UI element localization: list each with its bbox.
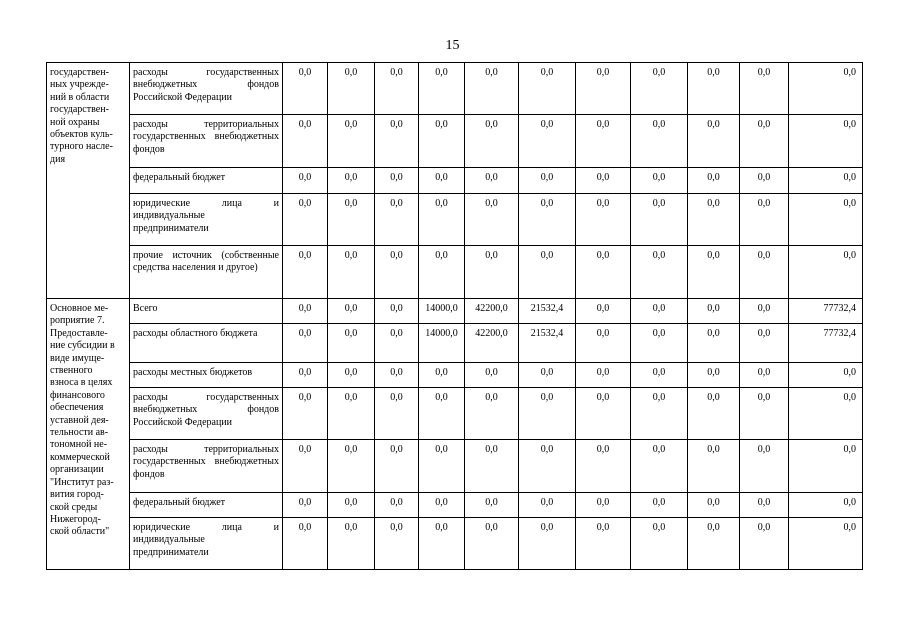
value-cell: 0,0 [789,168,863,194]
value-cell: 0,0 [465,168,519,194]
value-cell: 0,0 [789,363,863,388]
value-cell: 0,0 [328,194,375,246]
value-cell: 0,0 [631,168,688,194]
value-cell: 0,0 [789,388,863,440]
funding-source: расходы государственных внебюджетных фондов Российской Федерации [130,63,283,115]
value-cell: 0,0 [576,518,631,570]
table-row [47,63,863,115]
value-cell: 0,0 [519,63,576,115]
value-cell: 0,0 [789,518,863,570]
value-cell: 0,0 [519,363,576,388]
value-cell: 0,0 [740,440,789,493]
value-cell: 0,0 [789,194,863,246]
value-cell: 0,0 [328,63,375,115]
value-cell: 0,0 [328,246,375,299]
value-cell: 0,0 [740,115,789,168]
funding-source: федеральный бюджет [130,168,283,194]
value-cell: 0,0 [283,440,328,493]
table-row [47,493,863,518]
table-row [47,440,863,493]
table-row [47,324,863,363]
value-cell: 0,0 [375,440,419,493]
value-cell: 0,0 [283,115,328,168]
page-number: 15 [445,38,460,53]
value-cell: 0,0 [519,115,576,168]
value-cell: 0,0 [631,194,688,246]
value-cell: 0,0 [740,493,789,518]
value-cell: 0,0 [465,115,519,168]
value-cell: 0,0 [283,246,328,299]
value-cell: 0,0 [419,493,465,518]
funding-source: расходы территориальных государственных внебюджетных фондов [130,115,283,168]
value-cell: 0,0 [631,440,688,493]
value-cell: 0,0 [688,299,740,324]
funding-source: Всего [130,299,283,324]
value-cell: 42200,0 [465,324,519,363]
value-cell: 0,0 [465,63,519,115]
value-cell: 0,0 [283,493,328,518]
value-cell: 0,0 [631,518,688,570]
table-row [47,388,863,440]
value-cell: 0,0 [688,388,740,440]
value-cell: 0,0 [375,246,419,299]
value-cell: 0,0 [688,440,740,493]
value-cell: 0,0 [576,324,631,363]
value-cell: 0,0 [328,168,375,194]
value-cell: 0,0 [576,194,631,246]
value-cell: 0,0 [328,115,375,168]
value-cell: 0,0 [631,246,688,299]
value-cell: 0,0 [419,246,465,299]
value-cell: 0,0 [740,518,789,570]
value-cell: 0,0 [465,440,519,493]
value-cell: 0,0 [375,299,419,324]
value-cell: 0,0 [419,518,465,570]
value-cell: 0,0 [631,493,688,518]
value-cell: 0,0 [375,493,419,518]
value-cell: 0,0 [519,440,576,493]
table-row [47,246,863,299]
value-cell: 0,0 [789,246,863,299]
value-cell: 0,0 [789,440,863,493]
value-cell: 0,0 [465,493,519,518]
value-cell: 0,0 [375,63,419,115]
value-cell: 0,0 [688,63,740,115]
value-cell: 0,0 [328,518,375,570]
value-cell: 0,0 [283,324,328,363]
value-cell: 0,0 [688,518,740,570]
value-cell: 0,0 [283,388,328,440]
value-cell: 0,0 [740,363,789,388]
group-label: государствен- ных учрежде- ний в области государствен- ной охраны объектов куль- турного насле- дия [47,63,130,299]
value-cell: 0,0 [419,194,465,246]
value-cell: 0,0 [740,324,789,363]
budget-table [46,62,863,570]
value-cell: 0,0 [576,388,631,440]
value-cell: 0,0 [375,168,419,194]
table-row [47,115,863,168]
value-cell: 14000,0 [419,299,465,324]
value-cell: 0,0 [375,194,419,246]
value-cell: 0,0 [740,168,789,194]
value-cell: 0,0 [789,63,863,115]
value-cell: 0,0 [740,299,789,324]
value-cell: 0,0 [419,168,465,194]
value-cell: 0,0 [631,388,688,440]
value-cell: 0,0 [283,168,328,194]
value-cell: 0,0 [519,518,576,570]
value-cell: 0,0 [688,246,740,299]
value-cell: 0,0 [576,63,631,115]
value-cell: 0,0 [740,388,789,440]
table-row [47,363,863,388]
value-cell: 0,0 [283,518,328,570]
value-cell: 0,0 [328,493,375,518]
funding-source: расходы государственных внебюджетных фондов Российской Федерации [130,388,283,440]
value-cell: 0,0 [688,493,740,518]
value-cell: 0,0 [519,168,576,194]
value-cell: 0,0 [328,388,375,440]
value-cell: 0,0 [419,63,465,115]
funding-source: юридические лица и индивидуальные предприниматели [130,194,283,246]
group-label: Основное ме- роприятие 7. Предоставле- ние субсидии в виде имуще- ственного взноса в целях финансового обеспечения уставной дея- тельности ав- тономной не- коммерческой организации "Институт раз- вития город- ской среды Нижегород- ской области" [47,299,130,570]
value-cell: 0,0 [688,194,740,246]
table-row [47,518,863,570]
value-cell: 0,0 [419,363,465,388]
value-cell: 0,0 [328,440,375,493]
funding-source: федеральный бюджет [130,493,283,518]
value-cell: 0,0 [328,324,375,363]
value-cell: 0,0 [631,324,688,363]
value-cell: 77732,4 [789,324,863,363]
funding-source: юридические лица и индивидуальные предприниматели [130,518,283,570]
value-cell: 0,0 [375,363,419,388]
value-cell: 77732,4 [789,299,863,324]
value-cell: 0,0 [576,246,631,299]
funding-source: прочие источник (собственные средства населения и другое) [130,246,283,299]
value-cell: 0,0 [519,493,576,518]
value-cell: 0,0 [631,63,688,115]
value-cell: 0,0 [631,115,688,168]
value-cell: 0,0 [740,63,789,115]
value-cell: 0,0 [576,115,631,168]
value-cell: 0,0 [576,440,631,493]
table-row [47,194,863,246]
value-cell: 0,0 [576,493,631,518]
value-cell: 0,0 [375,115,419,168]
value-cell: 14000,0 [419,324,465,363]
value-cell: 0,0 [419,440,465,493]
table-row [47,168,863,194]
value-cell: 0,0 [375,518,419,570]
value-cell: 0,0 [576,363,631,388]
value-cell: 21532,4 [519,299,576,324]
value-cell: 0,0 [631,363,688,388]
funding-source: расходы областного бюджета [130,324,283,363]
value-cell: 0,0 [519,246,576,299]
value-cell: 0,0 [688,324,740,363]
value-cell: 0,0 [789,493,863,518]
value-cell: 42200,0 [465,299,519,324]
value-cell: 0,0 [465,246,519,299]
value-cell: 0,0 [375,324,419,363]
value-cell: 0,0 [576,168,631,194]
value-cell: 0,0 [688,115,740,168]
value-cell: 0,0 [519,388,576,440]
value-cell: 21532,4 [519,324,576,363]
value-cell: 0,0 [419,388,465,440]
table-row [47,299,863,324]
value-cell: 0,0 [283,63,328,115]
value-cell: 0,0 [419,115,465,168]
value-cell: 0,0 [283,194,328,246]
value-cell: 0,0 [740,194,789,246]
value-cell: 0,0 [465,388,519,440]
value-cell: 0,0 [465,363,519,388]
value-cell: 0,0 [283,363,328,388]
value-cell: 0,0 [465,518,519,570]
value-cell: 0,0 [328,299,375,324]
value-cell: 0,0 [519,194,576,246]
value-cell: 0,0 [283,299,328,324]
funding-source: расходы местных бюджетов [130,363,283,388]
value-cell: 0,0 [688,363,740,388]
value-cell: 0,0 [688,168,740,194]
value-cell: 0,0 [576,299,631,324]
value-cell: 0,0 [328,363,375,388]
value-cell: 0,0 [789,115,863,168]
value-cell: 0,0 [465,194,519,246]
value-cell: 0,0 [375,388,419,440]
value-cell: 0,0 [740,246,789,299]
funding-source: расходы территориальных государственных внебюджетных фондов [130,440,283,493]
value-cell: 0,0 [631,299,688,324]
